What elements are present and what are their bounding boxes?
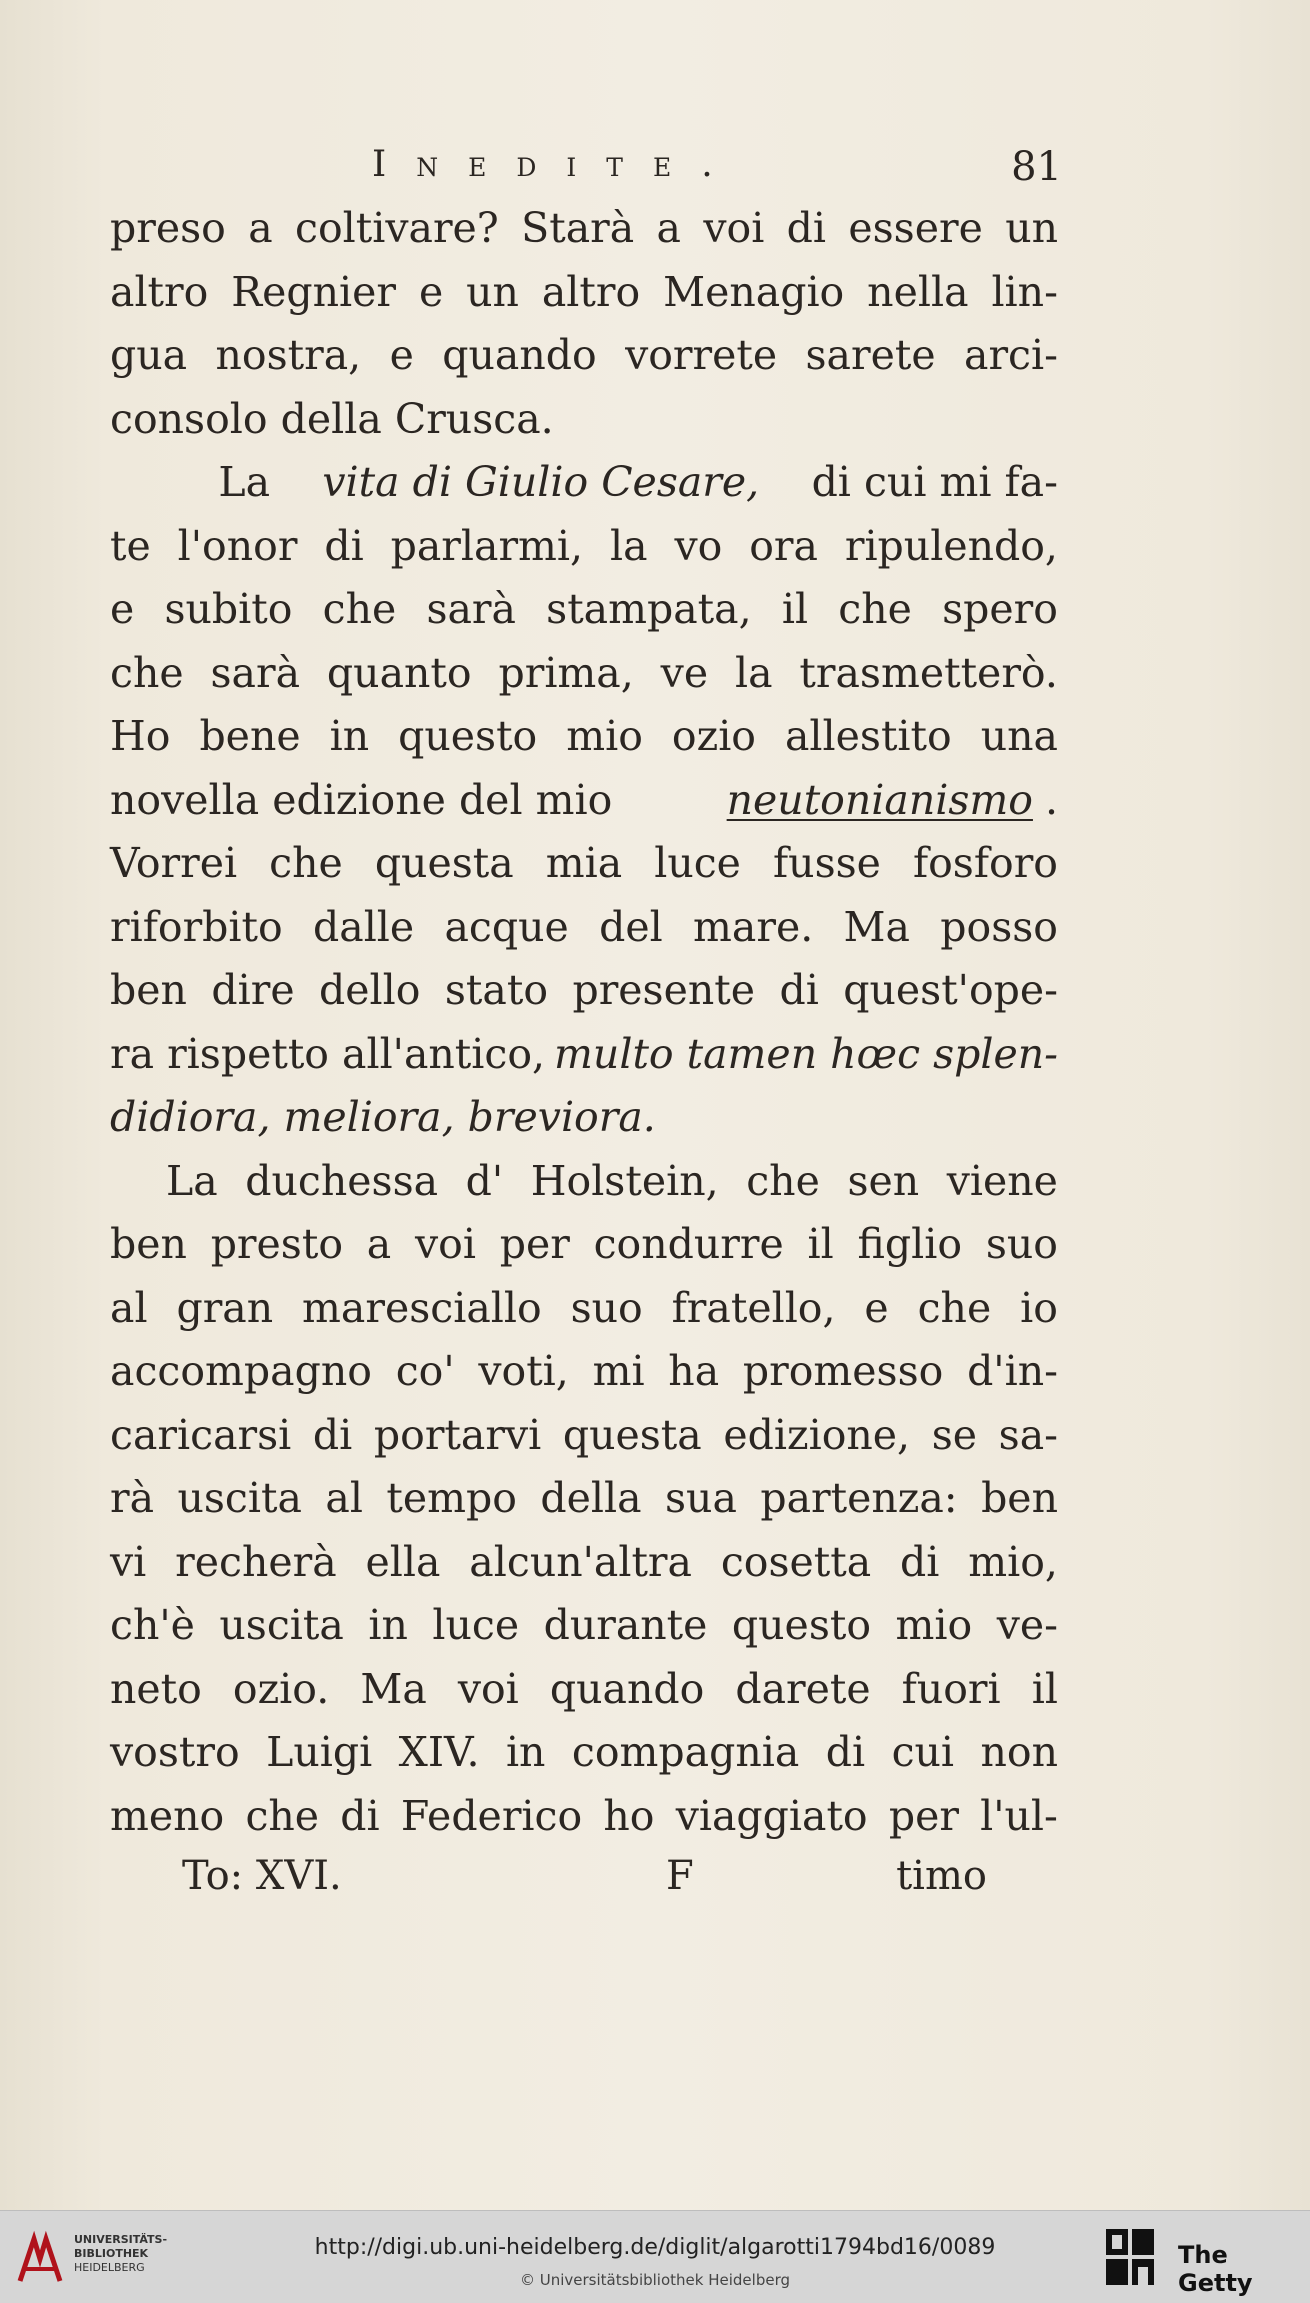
permalink-url[interactable]: http://digi.ub.uni-heidelberg.de/diglit/algarotti1794bd16/0089: [314, 2235, 996, 2260]
latin-quote-line: didiora, meliora, breviora.: [110, 1093, 656, 1141]
text-segment: La duchessa d' Holstein, che sen viene: [166, 1156, 1058, 1205]
text-line: Vorrei che questa mia luce fusse fosforo: [110, 839, 1058, 887]
text-segment: di cui mi fa-: [811, 458, 1058, 506]
italic-title: vita di Giulio Cesare,: [322, 458, 760, 506]
text-line: al gran maresciallo suo fratello, e che io: [110, 1283, 1058, 1332]
text-line: [110, 1030, 1058, 1094]
text-line: neto ozio. Ma voi quando darete fuori il: [110, 1664, 1058, 1713]
page-number: 81: [1011, 144, 1062, 190]
text-line: caricarsi di portarvi questa edizione, se sa-: [110, 1410, 1058, 1459]
getty-logo-icon: [1104, 2227, 1156, 2287]
copyright-notice: © Universitätsbibliothek Heidelberg: [519, 2271, 790, 2289]
latin-quote: multo tamen hœc splen-: [554, 1029, 1058, 1078]
italic-word: neutonianismo: [726, 775, 1033, 824]
running-title: Inedite.: [372, 144, 743, 185]
text-line: preso a coltivare? Starà a voi di essere un: [110, 204, 1058, 252]
text-segment: La: [218, 458, 271, 506]
text-line: [110, 458, 1058, 522]
text-segment: novella edizione del mio: [110, 775, 613, 824]
catchword: timo: [896, 1853, 987, 1899]
text-line: accompagno co' voti, mi ha promesso d'in-: [110, 1347, 1058, 1395]
text-line: Ho bene in questo mio ozio allestito una: [110, 712, 1058, 760]
volume-signature: To: XVI.: [182, 1853, 342, 1899]
text-segment: .: [1044, 775, 1058, 824]
text-line: vi recherà ella alcun'altra cosetta di mio,: [110, 1537, 1058, 1586]
text-line: riforbito dalle acque del mare. Ma posso: [110, 902, 1058, 951]
text-line: ben presto a voi per condurre il figlio suo: [110, 1220, 1058, 1268]
running-head: [372, 144, 1062, 200]
getty-label: The Getty: [1178, 2241, 1253, 2297]
text-line: ch'è uscita in luce durante questo mio ve-: [110, 1601, 1058, 1649]
body-text: [110, 204, 1058, 1855]
text-line: ben dire dello stato presente di quest'ope-: [110, 966, 1058, 1014]
gathering-letter: F: [666, 1853, 694, 1899]
text-line: e subito che sarà stampata, il che spero: [110, 585, 1058, 633]
text-line: vostro Luigi XIV. in compagnia di cui non: [110, 1728, 1058, 1776]
signature-line: [182, 1853, 987, 1909]
text-line: altro Regnier e un altro Menagio nella lin-: [110, 267, 1058, 316]
text-line: rà uscita al tempo della sua partenza: ben: [110, 1474, 1058, 1522]
text-line: [110, 1157, 1058, 1221]
library-name: UNIVERSITÄTS- BIBLIOTHEK HEIDELBERG: [74, 2233, 168, 2274]
text-line: te l'onor di parlarmi, la vo ora ripulendo,: [110, 521, 1058, 570]
text-line: che sarà quanto prima, ve la trasmetterò.: [110, 648, 1058, 697]
footer-bar: [0, 2210, 1310, 2303]
text-segment: ra rispetto all'antico,: [110, 1029, 546, 1078]
text-line: gua nostra, e quando vorrete sarete arci-: [110, 331, 1058, 379]
text-line: meno che di Federico ho viaggiato per l'ul-: [110, 1791, 1058, 1840]
text-line: [110, 776, 1058, 840]
text-line: consolo della Crusca.: [110, 394, 554, 443]
